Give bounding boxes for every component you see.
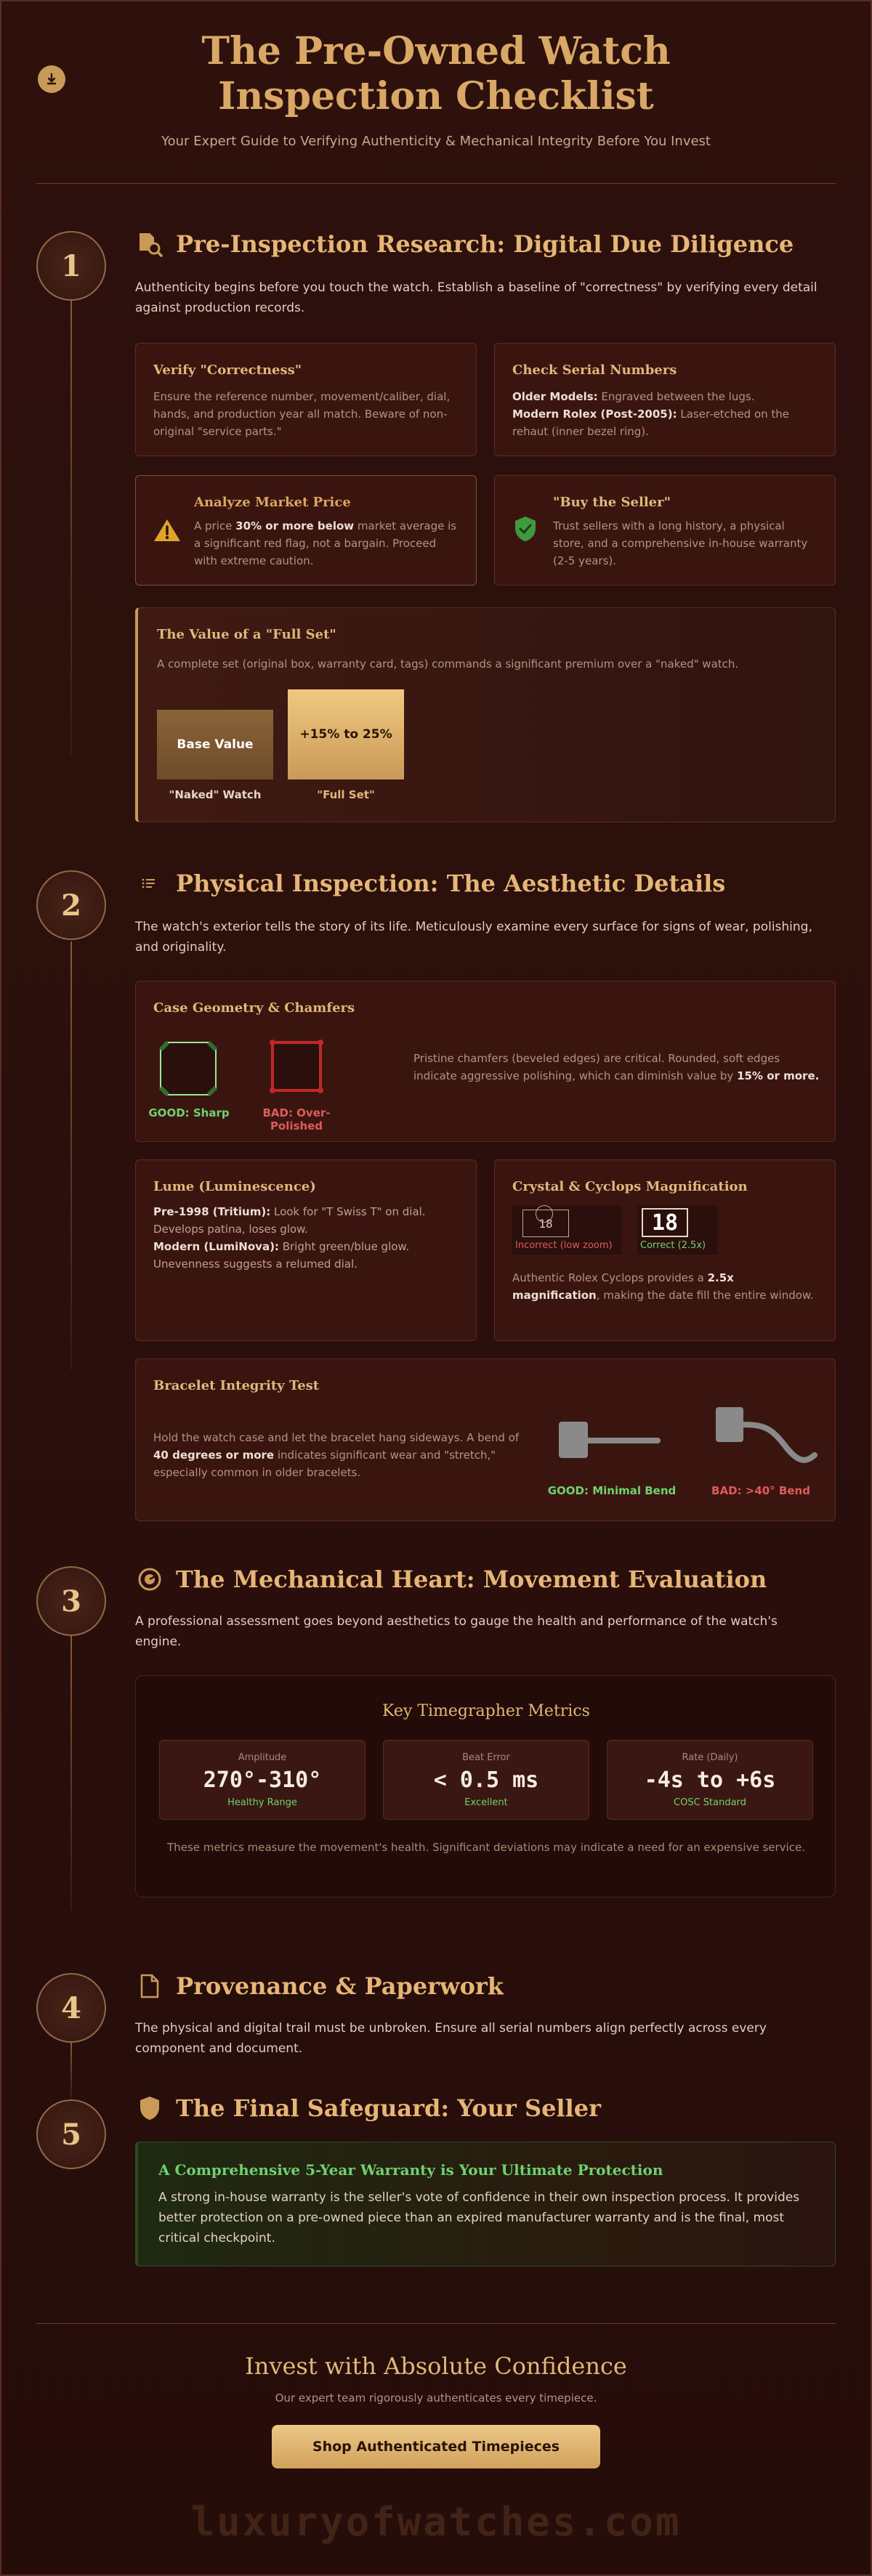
- section-1-title: Pre-Inspection Research: Digital Due Diligence: [176, 230, 794, 258]
- card-body: [194, 517, 459, 570]
- card-body: Trust sellers with a long history, a physical store, and a comprehensive in-house warranty (2-5 years).: [553, 519, 808, 567]
- card-title: Check Serial Numbers: [512, 362, 677, 378]
- over-polished-caption: BAD: Over-Polished: [262, 1106, 331, 1133]
- card-full-set: [135, 607, 836, 822]
- card-title: Verify "Correctness": [153, 362, 302, 378]
- metric-value: 270°-310°: [203, 1767, 322, 1793]
- metric-rate: [607, 1740, 813, 1820]
- text-bold: 40 degrees or more: [153, 1449, 275, 1462]
- page-subtitle: Your Expert Guide to Verifying Authenticity & Mechanical Integrity Before You Invest: [161, 134, 711, 149]
- timegrapher-note: These metrics measure the movement's health. Significant deviations may indicate a need for an expensive service.: [167, 1841, 805, 1854]
- section-4-title: Provenance & Paperwork: [176, 1972, 504, 2000]
- sharp-chamfer-diagram: [158, 1040, 219, 1101]
- warranty-callout: [135, 2142, 836, 2267]
- metric-status: Excellent: [464, 1797, 508, 1808]
- card-title: The Value of a "Full Set": [157, 627, 336, 642]
- timeline-line-4: [70, 2041, 72, 2099]
- luminova-text: Bright green/blue glow. Unevenness suggests a relumed dial.: [153, 1240, 410, 1271]
- section-1-heading: [135, 230, 794, 259]
- bracelet-excessive-bend-diagram: [710, 1403, 819, 1471]
- text-post: , making the date fill the entire window.: [596, 1289, 814, 1302]
- section-3-title: The Mechanical Heart: Movement Evaluation: [176, 1566, 767, 1593]
- tritium-label: Pre-1998 (Tritium):: [153, 1205, 271, 1218]
- modern-rolex-text: Laser-etched on the rehaut (inner bezel ring).: [512, 408, 790, 438]
- section-4-intro: The physical and digital trail must be unbroken. Ensure all serial numbers align perfectly across every component and document.: [135, 2021, 767, 2056]
- card-title: Lume (Luminescence): [153, 1179, 316, 1194]
- section-number-3: 3: [36, 1566, 106, 1636]
- card-check-serial: [494, 343, 836, 456]
- section-number-1: 1: [36, 231, 106, 301]
- timegrapher-title: Key Timegrapher Metrics: [382, 1702, 590, 1720]
- metric-label: Beat Error: [462, 1752, 510, 1763]
- section-3-intro: A professional assessment goes beyond aesthetics to gauge the health and performance of the watch's engine.: [135, 1614, 778, 1649]
- card-body: Ensure the reference number, movement/caliber, dial, hands, and production year all match. Beware of non-original "service parts.": [153, 390, 451, 438]
- card-title: Bracelet Integrity Test: [153, 1378, 320, 1393]
- excessive-bend-caption: BAD: >40° Bend: [711, 1484, 810, 1497]
- card-case-geometry: [135, 981, 836, 1142]
- text-post: indicates significant wear and "stretch," especially common in older bracelets.: [153, 1449, 496, 1479]
- cyclops-lens: [536, 1205, 553, 1223]
- footer-title: Invest with Absolute Confidence: [245, 2352, 627, 2380]
- metric-status: COSC Standard: [674, 1797, 746, 1808]
- card-bracelet: [135, 1358, 836, 1521]
- full-set-bar: +15% to 25%: [288, 689, 404, 779]
- timeline-line-2: [70, 941, 72, 1370]
- text-bold: 30% or more below: [235, 519, 355, 532]
- card-buy-the-seller: [494, 475, 836, 586]
- older-models-text: Engraved between the lugs.: [597, 390, 755, 403]
- metric-label: Amplitude: [238, 1752, 287, 1763]
- card-body: [153, 1429, 531, 1481]
- card-title: "Buy the Seller": [553, 495, 671, 510]
- correct-caption: Correct (2.5x): [640, 1240, 706, 1251]
- section-5-heading: [135, 2094, 601, 2123]
- header-divider: [36, 183, 836, 184]
- metric-value: < 0.5 ms: [433, 1767, 539, 1793]
- section-number-5: 5: [36, 2099, 106, 2169]
- luminova-label: Modern (LumiNova):: [153, 1240, 279, 1253]
- sharp-caption: GOOD: Sharp: [148, 1106, 230, 1119]
- shield-check-icon: [514, 515, 537, 546]
- warranty-body: A strong in-house warranty is the seller's vote of confidence in their own inspection process. It provides better protection on a pre-owned piece than an expired manufacturer warranty and is the final, most critical checkpoint.: [158, 2190, 800, 2245]
- card-title: Case Geometry & Chamfers: [153, 1000, 355, 1016]
- shield-icon: [135, 2094, 164, 2123]
- tritium-text: Look for "T Swiss T" on dial. Develops patina, loses glow.: [153, 1205, 426, 1236]
- document-search-icon: [135, 230, 164, 259]
- text-bold: 2.5x magnification: [512, 1271, 734, 1302]
- date-large: 18: [642, 1208, 688, 1237]
- page-header: [0, 29, 872, 149]
- footer-divider: [36, 2323, 836, 2324]
- section-2-intro: The watch's exterior tells the story of its life. Meticulously examine every surface for signs of wear, polishing, and originality.: [135, 920, 812, 955]
- card-lume: [135, 1159, 477, 1341]
- base-value-caption: "Naked" Watch: [169, 788, 262, 801]
- card-body: [512, 388, 818, 440]
- section-3-heading: [135, 1565, 767, 1594]
- card-verify-correctness: [135, 343, 477, 456]
- section-5-title: The Final Safeguard: Your Seller: [176, 2094, 601, 2122]
- polished-chamfer-diagram: [268, 1038, 325, 1098]
- timeline-line-3: [70, 1635, 72, 1911]
- warning-icon: [153, 518, 181, 546]
- text-pre: A price: [194, 519, 236, 532]
- card-body: [413, 1050, 820, 1085]
- metric-label: Rate (Daily): [682, 1752, 738, 1763]
- full-set-caption: "Full Set": [317, 788, 375, 801]
- list-icon: [135, 869, 164, 898]
- page-title: The Pre-Owned Watch Inspection Checklist: [201, 29, 671, 118]
- cyclops-correct-window: [637, 1205, 717, 1255]
- warranty-title: A Comprehensive 5-Year Warranty is Your Ultimate Protection: [158, 2161, 663, 2179]
- card-body: [512, 1269, 819, 1304]
- card-title: Analyze Market Price: [194, 495, 351, 510]
- modern-rolex-label: Modern Rolex (Post-2005):: [512, 408, 677, 421]
- base-value-bar: Base Value: [157, 710, 273, 779]
- metric-value: -4s to +6s: [644, 1767, 776, 1793]
- section-number-4: 4: [36, 1973, 106, 2043]
- card-cyclops: [494, 1159, 836, 1341]
- section-2-title: Physical Inspection: The Aesthetic Details: [176, 870, 726, 897]
- card-market-price: [135, 475, 477, 586]
- text-pre: Hold the watch case and let the bracelet hang sideways. A bend of: [153, 1431, 520, 1444]
- text-bold: 15% or more.: [737, 1069, 820, 1082]
- section-2-heading: [135, 869, 725, 898]
- date-small: 18: [522, 1210, 569, 1237]
- card-body: A complete set (original box, warranty card, tags) commands a significant premium over a "naked" watch.: [157, 657, 739, 671]
- gear-icon: [135, 1565, 164, 1594]
- document-icon: [135, 1972, 164, 2001]
- metric-beat-error: [383, 1740, 589, 1820]
- card-body: [153, 1203, 459, 1273]
- bracelet-minimal-bend-diagram: [552, 1414, 661, 1461]
- older-models-label: Older Models:: [512, 390, 598, 403]
- section-number-2: 2: [36, 870, 106, 940]
- timegrapher-panel: [135, 1675, 836, 1897]
- section-1-intro: Authenticity begins before you touch the watch. Establish a baseline of "correctness" by verifying every detail against production records.: [135, 280, 818, 315]
- incorrect-caption: Incorrect (low zoom): [515, 1240, 613, 1251]
- text-post: market average is a significant red flag, not a bargain. Proceed with extreme caution.: [194, 519, 457, 567]
- footer-subtitle: Our expert team rigorously authenticates every timepiece.: [275, 2391, 597, 2405]
- minimal-bend-caption: GOOD: Minimal Bend: [547, 1484, 677, 1497]
- metric-amplitude: [159, 1740, 366, 1820]
- section-4-heading: [135, 1972, 504, 2001]
- card-title: Crystal & Cyclops Magnification: [512, 1179, 748, 1194]
- text-pre: Authentic Rolex Cyclops provides a: [512, 1271, 708, 1284]
- shop-authenticated-button[interactable]: Shop Authenticated Timepieces: [272, 2425, 600, 2468]
- cyclops-incorrect-window: [512, 1205, 621, 1255]
- timeline-line-1: [70, 291, 72, 756]
- brand-watermark: luxuryofwatches.com: [190, 2499, 682, 2545]
- text-pre: Pristine chamfers (beveled edges) are critical. Rounded, soft edges indicate aggressive polishing, which can diminish value by: [413, 1052, 780, 1082]
- metric-status: Healthy Range: [227, 1797, 297, 1808]
